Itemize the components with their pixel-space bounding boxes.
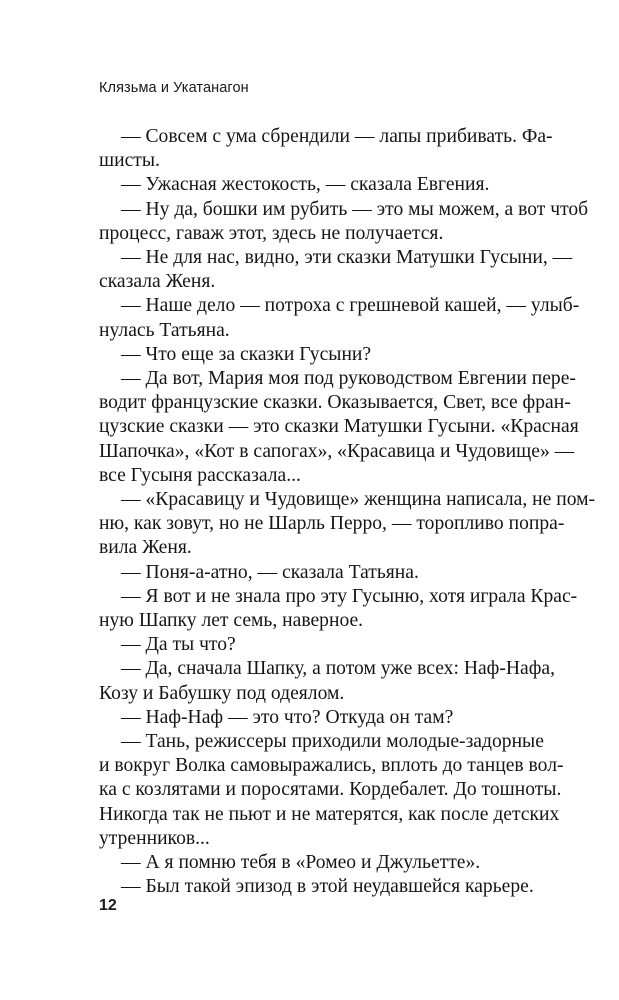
text-line: — Что еще за сказки Гусыни? (121, 343, 372, 365)
text-line: — Ну да, бошки им рубить — это мы можем, а вот чтоб (121, 198, 589, 220)
text-line: нулась Татьяна. (99, 319, 230, 341)
body-text (99, 125, 596, 900)
paragraph (99, 706, 534, 730)
text-line: цузские сказки — это сказки Матушки Гусыни. «Красная (99, 416, 579, 438)
text-line: — Тань, режиссеры приходили молодые-задорные (121, 731, 544, 753)
text-line: — А я помню тебя в «Ромео и Джульетте». (121, 852, 481, 874)
text-line: — Да, сначала Шапку, а потом уже всех: Наф-Нафа, (121, 658, 556, 680)
text-line: — Поня-а-атно, — сказала Татьяна. (121, 561, 419, 583)
text-line: ню, как зовут, но не Шарль Перро, — торопливо попра- (99, 513, 565, 535)
text-line: утренников... (99, 827, 210, 849)
paragraph (99, 488, 596, 561)
paragraph (99, 125, 553, 173)
paragraph (99, 851, 534, 875)
paragraph (99, 585, 578, 633)
running-head: Клязьма и Укатанагон (99, 80, 249, 96)
paragraph (99, 343, 534, 367)
text-line: вила Женя. (99, 537, 192, 559)
text-line: Шапочка», «Кот в сапогах», «Красавица и Чудовище» — (99, 440, 575, 462)
paragraph (99, 633, 534, 657)
text-line: шисты. (99, 150, 160, 172)
text-line: все Гусыня рассказала... (99, 464, 301, 486)
text-line: и вокруг Волка самовыражались, вплоть до танцев вол- (99, 755, 564, 777)
paragraph (99, 294, 580, 342)
paragraph (99, 875, 534, 899)
text-line: Козу и Бабушку под одеялом. (99, 682, 345, 704)
paragraph (99, 657, 556, 705)
text-line: — Да вот, Мария моя под руководством Евгении пере- (121, 368, 576, 390)
paragraph (99, 367, 579, 488)
text-line: — Наше дело — потроха с грешневой кашей, — улыб- (121, 295, 580, 317)
text-line: — Не для нас, видно, эти сказки Матушки Гусыни, — (121, 247, 573, 269)
text-line: — Наф-Наф — это что? Откуда он там? (121, 706, 454, 728)
text-line: процесс, гаваж этот, здесь не получается. (99, 222, 444, 244)
text-line: — Совсем с ума сбрендили — лапы прибивать. Фа- (121, 126, 553, 147)
text-line: сказала Женя. (99, 271, 216, 293)
text-line: — «Красавицу и Чудовище» женщина написала, не пом- (121, 489, 596, 511)
paragraph (99, 246, 573, 294)
paragraph (99, 730, 564, 851)
text-line: ную Шапку лет семь, наверное. (99, 610, 364, 632)
text-line: — Ужасная жестокость, — сказала Евгения. (121, 174, 490, 196)
text-line: ка с козлятами и поросятами. Кордебалет. До тошноты. (99, 779, 562, 801)
text-line: — Был такой эпизод в этой неудавшейся карьере. (121, 876, 534, 898)
text-line: — Да ты что? (121, 634, 236, 656)
paragraph (99, 198, 589, 246)
text-line: — Я вот и не знала про эту Гусыню, хотя играла Крас- (121, 585, 578, 607)
page-number: 12 (99, 897, 117, 914)
text-line: водит французские сказки. Оказывается, Свет, все фран- (99, 392, 571, 414)
paragraph (99, 173, 534, 197)
paragraph (99, 561, 534, 585)
text-line: Никогда так не пьют и не матерятся, как после детских (99, 803, 560, 825)
